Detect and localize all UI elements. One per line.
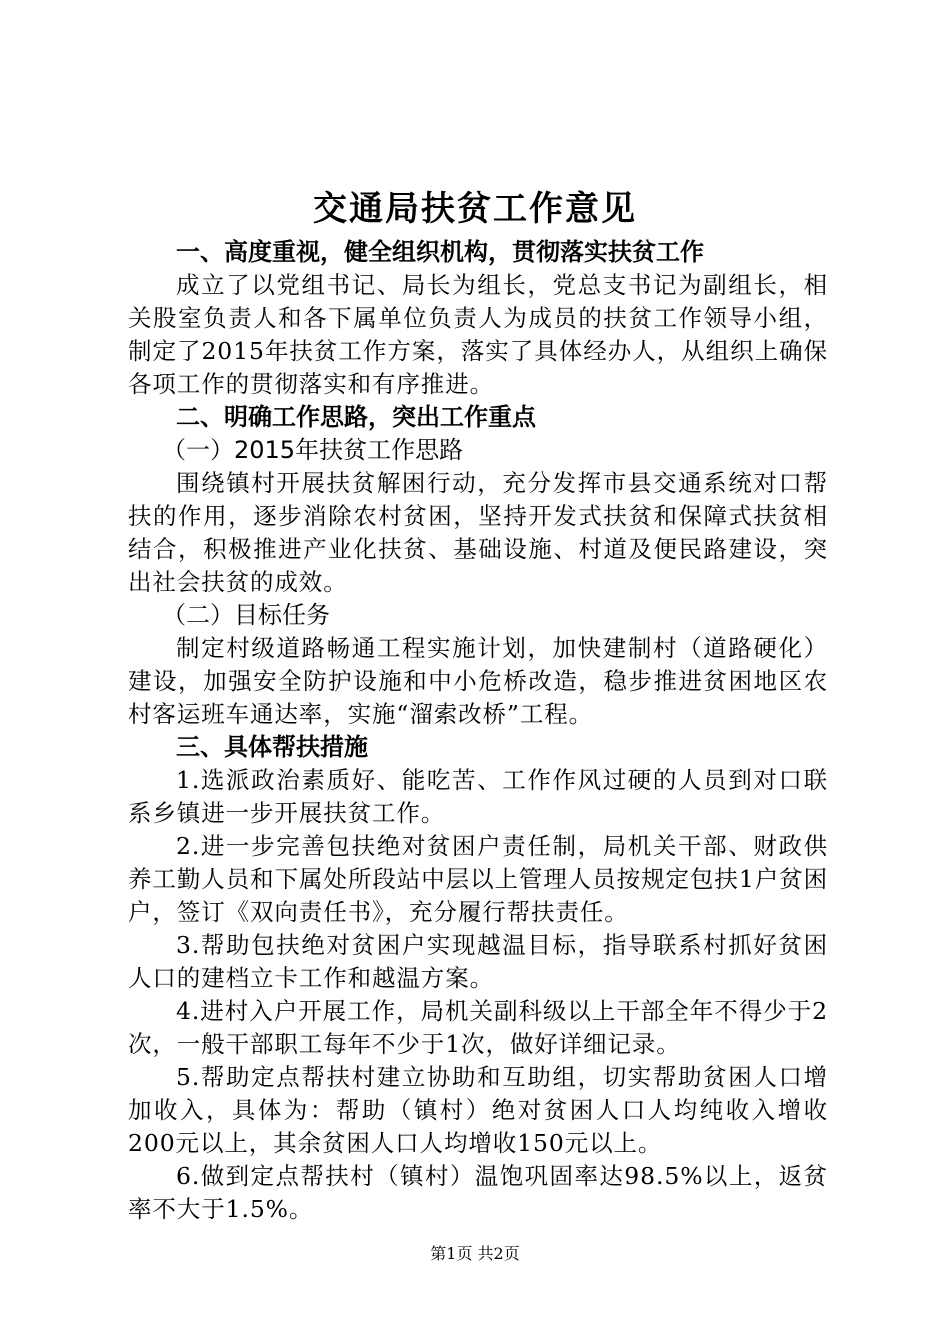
section-2-heading: 二、明确工作思路，突出工作重点	[176, 403, 536, 431]
page-footer: 第1页 共2页	[430, 1244, 520, 1263]
section-2-sub2-heading: （二）目标任务	[162, 601, 330, 629]
section-2-sub2-paragraph: 制定村级道路畅通工程实施计划，加快建制村（道路硬化）建设，加强安全防护设施和中小危桥改造，稳步推进贫困地区农村客运班车通达率，实施“溜索改桥”工程。	[128, 634, 828, 728]
measure-item: 1.选派政治素质好、能吃苦、工作作风过硬的人员到对口联系乡镇进一步开展扶贫工作。	[128, 766, 828, 827]
measure-item: 6.做到定点帮扶村（镇村）温饱巩固率达98.5%以上，返贫率不大于1.5%。	[128, 1162, 828, 1223]
measure-item: 4.进村入户开展工作，局机关副科级以上干部全年不得少于2次，一般干部职工每年不少于1次，做好详细记录。	[128, 997, 828, 1058]
section-2-sub1-heading: （一）2015年扶贫工作思路	[162, 436, 464, 464]
section-2-sub1-paragraph: 围绕镇村开展扶贫解困行动，充分发挥市县交通系统对口帮扶的作用，逐步消除农村贫困，坚持开发式扶贫和保障式扶贫相结合，积极推进产业化扶贫、基础设施、村道及便民路建设，突出社会扶贫的成效。	[128, 469, 828, 596]
measure-item: 2.进一步完善包扶绝对贫困户责任制，局机关干部、财政供养工勤人员和下属处所段站中层以上管理人员按规定包扶1户贫困户，签订《双向责任书》，充分履行帮扶责任。	[128, 832, 828, 926]
measure-item: 5.帮助定点帮扶村建立协助和互助组，切实帮助贫困人口增加收入，具体为：帮助（镇村）绝对贫困人口人均纯收入增收200元以上，其余贫困人口人均增收150元以上。	[128, 1063, 828, 1157]
section-3-heading: 三、具体帮扶措施	[176, 733, 368, 761]
section-1-heading: 一、高度重视，健全组织机构，贯彻落实扶贫工作	[176, 238, 704, 266]
measure-item: 3.帮助包扶绝对贫困户实现越温目标，指导联系村抓好贫困人口的建档立卡工作和越温方案。	[128, 931, 828, 992]
document-body	[128, 236, 828, 1226]
section-1-paragraph: 成立了以党组书记、局长为组长，党总支书记为副组长，相关股室负责人和各下属单位负责人为成员的扶贫工作领导小组，制定了2015年扶贫工作方案，落实了具体经办人，从组织上确保各项工作的贯彻落实和有序推进。	[128, 271, 828, 398]
document-title: 交通局扶贫工作意见	[313, 189, 637, 229]
